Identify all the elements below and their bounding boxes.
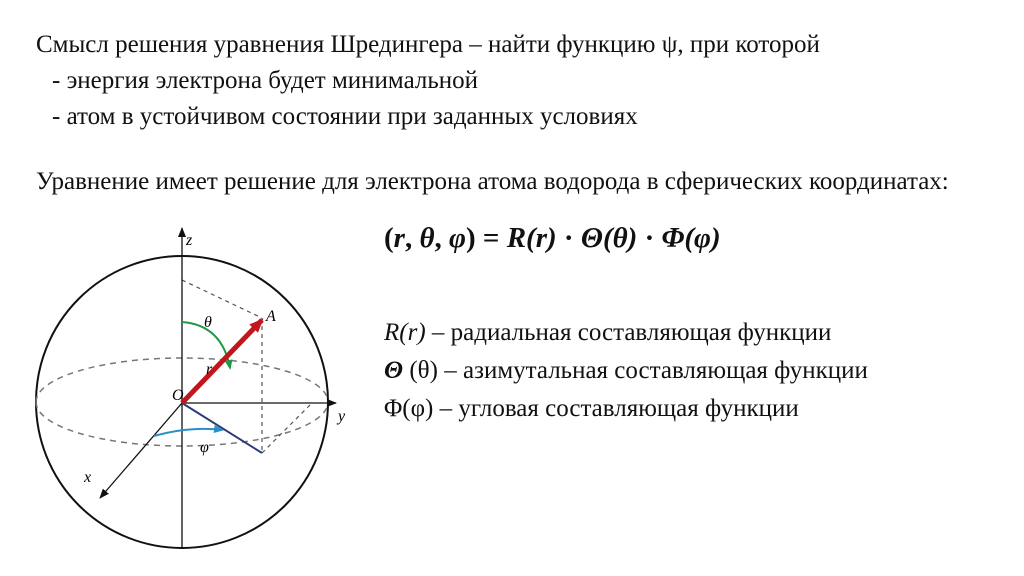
definition-angular [384, 394, 799, 424]
formula-comma1: , [404, 222, 420, 254]
formula-equals: ) = [466, 222, 507, 254]
intro-text: Смысл решения уравнения Шредингера – найти функцию ψ, при которой [36, 31, 820, 58]
z-axis-label: z [186, 232, 193, 249]
theta-label: θ [204, 314, 212, 331]
top-projection-line [182, 280, 262, 318]
projection-vector [182, 403, 262, 453]
formula-R-arg: (r) [526, 222, 557, 254]
origin-label: O [172, 387, 184, 404]
spherical-coordinates-diagram [0, 220, 370, 576]
phi-arc [154, 429, 222, 436]
formula-comma2: , [434, 222, 450, 254]
definition-azimuthal-text: – азимутальная составляющая функции [437, 357, 868, 384]
definition-radial-text: – радиальная составляющая функции [425, 319, 832, 346]
formula-Theta-arg: (θ) [602, 222, 638, 254]
formula-dot2: · [637, 222, 662, 254]
definition-azimuthal-arg: (θ) [403, 357, 438, 384]
radius-label: r [206, 361, 213, 378]
definition-angular-text: – угловая составляющая функции [433, 395, 799, 422]
bullet-energy: - энергия электрона будет минимальной [52, 67, 479, 94]
definition-azimuthal [384, 356, 868, 386]
formula-R: R [506, 222, 527, 254]
bullet-stable: - атом в устойчивом состоянии при заданных условиях [52, 103, 638, 130]
definition-azimuthal-symbol: Θ [384, 357, 404, 384]
y-projection-line [262, 403, 312, 453]
formula-dot1: · [556, 222, 581, 254]
solution-paragraph: Уравнение имеет решение для электрона атома водорода в сферических координатах: [36, 168, 949, 195]
formula-r: r [393, 222, 405, 254]
formula-Phi-arg: (φ) [684, 222, 721, 254]
formula-Theta: Θ [580, 222, 603, 254]
radius-vector [182, 320, 262, 403]
point-label: A [266, 308, 276, 325]
x-axis-label: x [84, 469, 92, 486]
definition-radial [384, 318, 831, 348]
wavefunction-formula [384, 222, 721, 255]
phi-label: φ [200, 439, 209, 456]
formula-theta: θ [419, 222, 435, 254]
formula-open: ( [384, 222, 394, 254]
definition-angular-symbol: Φ(φ) [384, 395, 434, 422]
formula-phi: φ [449, 222, 466, 254]
y-axis-label: y [338, 408, 346, 425]
x-axis [100, 403, 182, 498]
formula-Phi: Φ [661, 222, 685, 254]
definition-radial-symbol: R(r) [384, 319, 426, 346]
